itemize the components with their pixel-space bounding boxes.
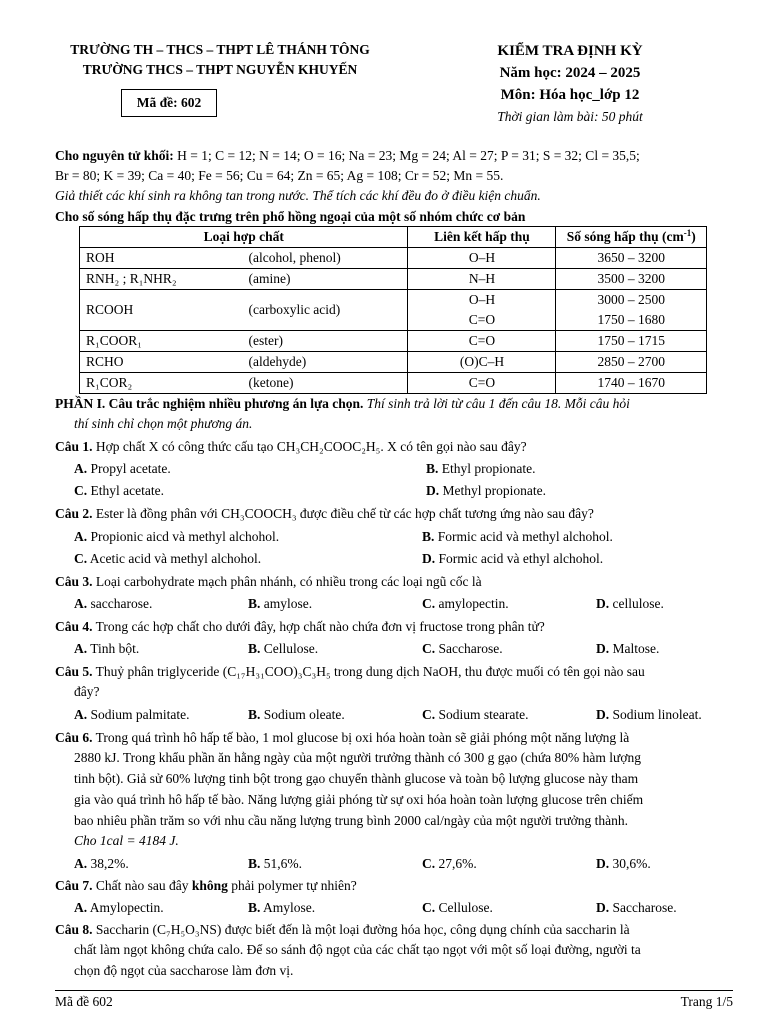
table-row <box>80 269 707 290</box>
part1-instruction: Thí sinh trả lời từ câu 1 đến câu 18. Mỗi câu hỏi <box>363 396 630 411</box>
footer-page-number: Trang 1/5 <box>680 994 733 1009</box>
question-6: Câu 6. Trong quá trình hô hấp tế bào, 1 mol glucose bị oxi hóa hoàn toàn sẽ giải phóng một năng lượng là <box>55 730 630 745</box>
atomic-mass-line-1 <box>55 146 733 166</box>
footer-exam-code: Mã đề 602 <box>55 994 113 1009</box>
table-row <box>80 352 707 373</box>
q5-option-a[interactable]: A. Sodium palmitate. <box>74 707 190 722</box>
table-row <box>80 290 707 331</box>
question-8: Câu 8. Saccharin (C₇H₅O₃NS) được biết đến là một loại đường hóa học, công dụng chính của saccharin là <box>55 922 630 937</box>
bond-cell: N–H <box>408 269 556 290</box>
question-7: Câu 7. Chất nào sau đây không phải polymer tự nhiên? <box>55 878 357 893</box>
q3-option-b[interactable]: B. amylose. <box>248 596 313 611</box>
q2-option-d[interactable]: D. Formic acid và ethyl alchohol. <box>422 551 604 566</box>
q7-option-b[interactable]: B. Amylose. <box>248 900 316 915</box>
formula-cell: ROH <box>80 248 243 269</box>
q1-option-b[interactable]: B. Ethyl propionate. <box>426 461 536 476</box>
question-3: Câu 3. Loại carbohydrate mạch phân nhánh, có nhiều trong các loại ngũ cốc là <box>55 574 482 589</box>
table-row <box>80 373 707 394</box>
formula-cell: R₁COR₂ <box>80 373 243 394</box>
school-name-1: TRƯỜNG TH – THCS – THPT LÊ THÁNH TÔNG <box>70 42 370 57</box>
q5-option-b[interactable]: B. Sodium oleate. <box>248 707 345 722</box>
q7-option-d[interactable]: D. Saccharose. <box>596 900 677 915</box>
ir-table-caption: Cho số sóng hấp thụ đặc trưng trên phổ hồng ngoại của một số nhóm chức cơ bản <box>55 209 526 224</box>
bond-cell: (O)C–H <box>408 352 556 373</box>
header-left <box>30 40 410 80</box>
question-8-line-3: chọn độ ngọt của saccharose làm đơn vị. <box>74 963 294 978</box>
bond-cell: O–H C=O <box>408 290 556 331</box>
formula-cell: RNH₂ ; R₁NHR₂ <box>80 269 243 290</box>
question-2: Câu 2. Ester là đồng phân với CH₃COOCH₃ được điều chế từ các hợp chất tương ứng nào sau đây? <box>55 506 594 521</box>
exam-title: KIỂM TRA ĐỊNH KỲ <box>497 43 643 59</box>
exam-code-box: Mã đề: 602 <box>121 89 217 117</box>
question-5-cont: đây? <box>74 684 100 699</box>
q4-option-c[interactable]: C. Saccharose. <box>422 641 503 656</box>
wave-cell: 1750 – 1715 <box>556 331 707 352</box>
type-cell: (ester) <box>242 331 408 352</box>
question-6-line-5: bao nhiêu phần trăm so với nhu cầu năng lượng trung bình 2000 cal/ngày của một người trưởng thành. <box>74 813 629 828</box>
q6-option-d[interactable]: D. 30,6%. <box>596 856 651 871</box>
type-cell: (alcohol, phenol) <box>242 248 408 269</box>
q2-option-b[interactable]: B. Formic acid và methyl alchohol. <box>422 529 613 544</box>
formula-cell: R₁COOR₁ <box>80 331 243 352</box>
col-wavenumber: Số sóng hấp thụ $(cm^{-1})$ <box>556 227 707 248</box>
atomic-mass-label: Cho nguyên tử khối: <box>55 148 174 163</box>
q2-option-a[interactable]: A. Propionic aicd và methyl alchohol. <box>74 529 280 544</box>
school-name-2: TRƯỜNG THCS – THPT NGUYỄN KHUYẾN <box>82 62 358 77</box>
question-4: Câu 4. Trong các hợp chất cho dưới đây, hợp chất nào chứa đơn vị fructose trong phân tử? <box>55 619 545 634</box>
type-cell: (ketone) <box>242 373 408 394</box>
assumption-note: Giả thiết các khí sinh ra không tan trong nước. Thể tích các khí đều đo ở điều kiện chuẩn. <box>55 188 541 203</box>
q4-option-b[interactable]: B. Cellulose. <box>248 641 319 656</box>
type-cell: (carboxylic acid) <box>242 290 408 331</box>
q5-option-c[interactable]: C. Sodium stearate. <box>422 707 529 722</box>
table-row <box>80 248 707 269</box>
q6-option-a[interactable]: A. 38,2%. <box>74 856 129 871</box>
col-bond: Liên kết hấp thụ <box>408 227 556 248</box>
q5-option-d[interactable]: D. Sodium linoleat. <box>596 707 702 722</box>
q3-option-a[interactable]: A. saccharose. <box>74 596 153 611</box>
formula-cell: RCHO <box>80 352 243 373</box>
header-right <box>455 40 685 128</box>
wave-cell: 2850 – 2700 <box>556 352 707 373</box>
q1-option-a[interactable]: A. Propyl acetate. <box>74 461 171 476</box>
ir-table <box>79 226 707 394</box>
q6-option-c[interactable]: C. 27,6%. <box>422 856 477 871</box>
bond-cell: C=O <box>408 373 556 394</box>
q3-option-c[interactable]: C. amylopectin. <box>422 596 509 611</box>
bond-cell: O–H <box>408 248 556 269</box>
school-year: Năm học: 2024 – 2025 <box>499 65 641 81</box>
wave-cell: 3650 – 3200 <box>556 248 707 269</box>
subject: Môn: Hóa học_lớp 12 <box>500 87 640 103</box>
part1-title: PHẦN I. Câu trắc nghiệm nhiều phương án lựa chọn. <box>55 396 364 411</box>
wave-cell: 3500 – 3200 <box>556 269 707 290</box>
q7-option-c[interactable]: C. Cellulose. <box>422 900 493 915</box>
type-cell: (aldehyde) <box>242 352 408 373</box>
atomic-mass-line-2: Br = 80; K = 39; Ca = 40; Fe = 56; Cu = 64; Zn = 65; Ag = 108; Cr = 52; Mn = 55. <box>55 168 504 183</box>
question-5: Câu 5. Thuỷ phân triglyceride (C₁₇H₃₁COO)₃C₃H₅ trong dung dịch NaOH, thu được muối có tên gọi nào sau <box>55 664 645 679</box>
question-6-line-2: 2880 kJ. Trong khẩu phần ăn hằng ngày của một người trưởng thành có 300 g gạo (chứa 80% hàm lượng <box>74 750 641 765</box>
q3-option-d[interactable]: D. cellulose. <box>596 596 664 611</box>
atomic-mass-values-1: H = 1; C = 12; N = 14; O = 16; Na = 23; Mg = 24; Al = 27; P = 31; S = 32; Cl = 35,5; <box>173 148 640 163</box>
q7-option-a[interactable]: A. Amylopectin. <box>74 900 164 915</box>
question-6-line-3: tinh bột). Giả sử 60% lượng tinh bột trong gạo chuyển thành glucose và toàn bộ lượng glucose này tham <box>74 771 639 786</box>
q1-option-d[interactable]: D. Methyl propionate. <box>426 483 546 498</box>
formula-cell: RCOOH <box>80 290 243 331</box>
bond-cell: C=O <box>408 331 556 352</box>
question-8-line-2: chất làm ngọt không chứa calo. Để so sánh độ ngọt của các chất tạo ngọt với một số loại đường, người ta <box>74 942 641 957</box>
type-cell: (amine) <box>242 269 408 290</box>
question-1: Câu 1. Hợp chất X có công thức cấu tạo CH₃CH₂COOC₂H₅. X có tên gọi nào sau đây? <box>55 439 527 454</box>
question-6-line-4: gia vào quá trình hô hấp tế bào. Năng lượng giải phóng từ sự oxi hóa hoàn toàn lượng glucose trên chiếm <box>74 792 644 807</box>
q1-option-c[interactable]: C. Ethyl acetate. <box>74 483 164 498</box>
exam-duration: Thời gian làm bài: 50 phút <box>497 109 643 124</box>
col-compound-type: Loại hợp chất <box>80 227 408 248</box>
q2-option-c[interactable]: C. Acetic acid và methyl alchohol. <box>74 551 262 566</box>
question-6-note: Cho 1cal = 4184 J. <box>74 833 179 848</box>
footer-divider <box>55 990 733 991</box>
q4-option-a[interactable]: A. Tinh bột. <box>74 641 140 656</box>
q4-option-d[interactable]: D. Maltose. <box>596 641 660 656</box>
wave-cell: 1740 – 1670 <box>556 373 707 394</box>
ir-table-header <box>80 227 707 248</box>
wave-cell: 3000 – 2500 1750 – 1680 <box>556 290 707 331</box>
part1-heading <box>55 394 733 414</box>
part1-instruction-2: thí sinh chỉ chọn một phương án. <box>74 416 253 431</box>
q6-option-b[interactable]: B. 51,6%. <box>248 856 303 871</box>
table-row <box>80 331 707 352</box>
